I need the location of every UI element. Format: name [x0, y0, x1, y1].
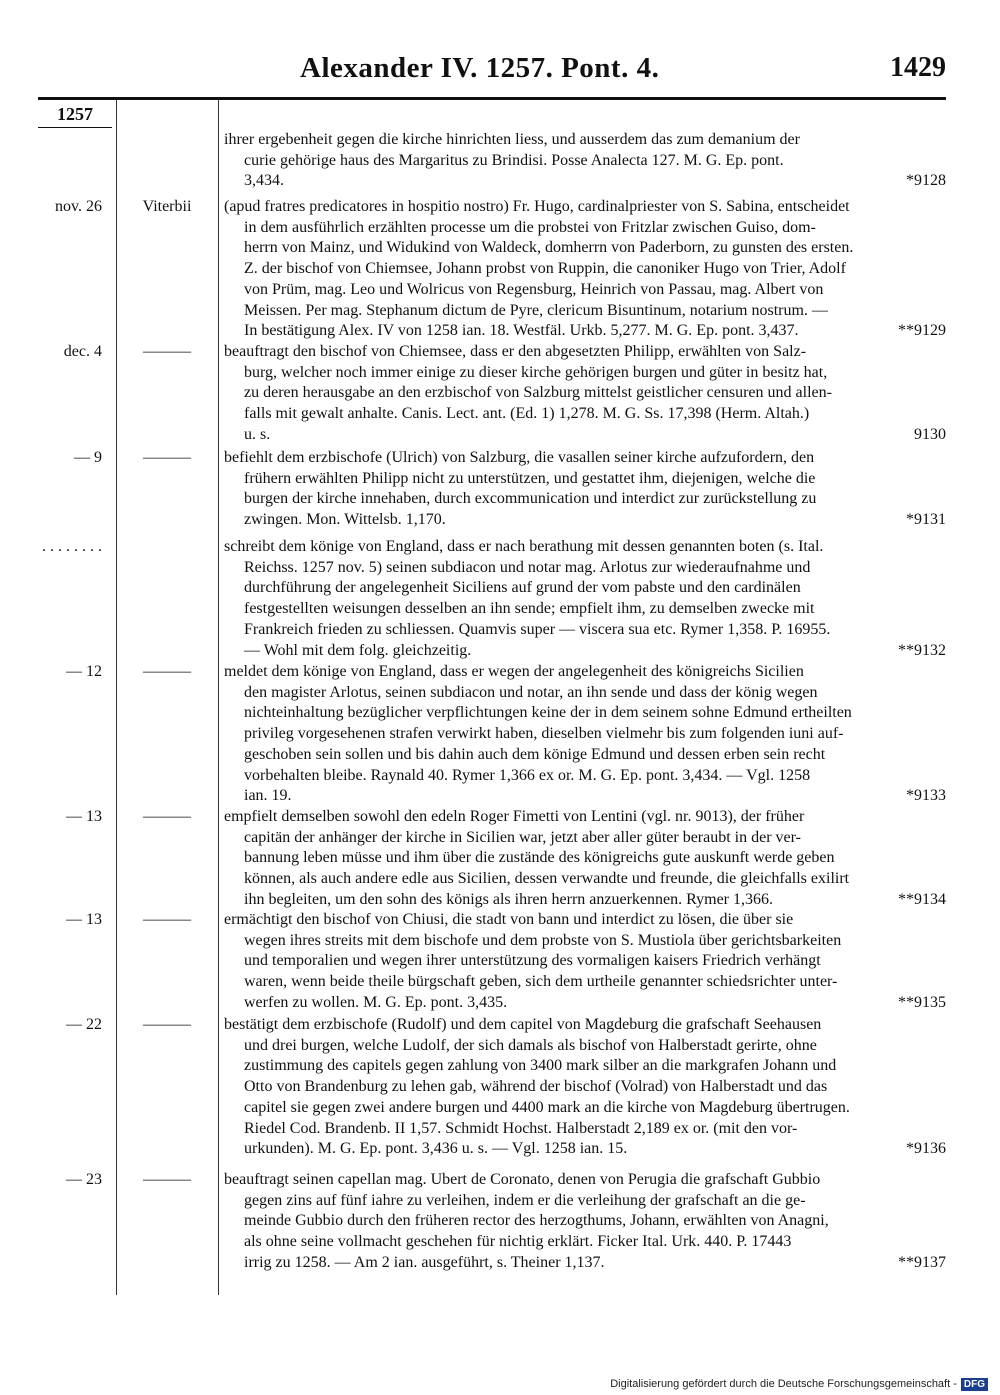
entry-date: — 13: [66, 808, 102, 825]
entry-line: [224, 890, 946, 911]
entry-line-text: falls mit gewalt anhalte. Canis. Lect. ant. (Ed. 1) 1,278. M. G. Ss. 17,398 (Herm. Altah.): [244, 405, 810, 423]
entry-line-text: ihrer ergebenheit gegen die kirche hinrichten liess, und ausserdem das zum demanium der: [224, 131, 800, 148]
entry-line-text: werfen zu wollen. M. G. Ep. pont. 3,435.: [244, 993, 508, 1011]
entry-line-text: ermächtigt den bischof von Chiusi, die stadt von bann und interdict zu lösen, die über sie: [224, 911, 794, 928]
entry-line: [224, 869, 946, 890]
entry-line: [224, 1015, 946, 1036]
entry-line-text: ian. 19.: [244, 787, 292, 805]
entry-line-text: meinde Gubbio durch den früheren rector des herzogthums, Johann, erwählten von Anagni,: [244, 1212, 829, 1230]
entry-line-text: von Prüm, mag. Leo und Wolricus von Regensburg, Heinrich von Passau, mag. Albert von: [244, 280, 824, 298]
entry-line: [224, 1036, 946, 1057]
entry-line-text: bestätigt dem erzbischofe (Rudolf) und dem capitel von Magdeburg die grafschaft Seehausen: [224, 1016, 822, 1033]
entry-place: ———: [143, 1171, 191, 1188]
entry-line-text: waren, wenn beide theile bürgschaft geben, sich dem urtheile genannter schiedsrichter unter-: [244, 973, 838, 991]
entry-line-text: empfielt demselben sowohl den edeln Roger Fimetti von Lentini (vgl. nr. 9013), der früher: [224, 808, 805, 825]
entry-line: [224, 342, 946, 363]
entry-text: [224, 448, 946, 531]
entry-number: **9129: [898, 322, 946, 340]
entry-line: [224, 931, 946, 952]
entry-line: [224, 425, 946, 446]
entry-line: [224, 130, 946, 151]
entry-line: [224, 993, 946, 1014]
entry-text: [224, 130, 946, 192]
entry-text: [224, 537, 946, 661]
entry-line: [224, 383, 946, 404]
entry-line: [224, 1191, 946, 1212]
entry-line-text: beauftragt den bischof von Chiemsee, dass er den abgesetzten Philipp, erwählten von Salz-: [224, 343, 807, 360]
entry-line: [224, 558, 946, 579]
entry-line: [224, 171, 946, 192]
entry-date: — 9: [74, 449, 102, 466]
entry-place: ———: [143, 808, 191, 825]
entry-line: [224, 280, 946, 301]
entry-number: **9137: [898, 1253, 946, 1271]
entry-line: [224, 321, 946, 342]
entry-line: [224, 404, 946, 425]
entry-line: [224, 469, 946, 490]
entry-line: [224, 662, 946, 683]
entry-line-text: — Wohl mit dem folg. gleichzeitig.: [244, 641, 472, 659]
entry-date: dec. 4: [63, 343, 102, 360]
entry-line-text: ihn begleiten, um den sohn des königs als ihren herrn anzuerkennen. Rymer 1,366.: [244, 890, 774, 908]
entry-line-text: beauftragt seinen capellan mag. Ubert de Coronato, denen von Perugia die grafschaft Gubbio: [224, 1171, 821, 1188]
entry-line: [224, 1139, 946, 1160]
entry-line: [224, 218, 946, 239]
entry-line-text: curie gehörige haus des Margaritus zu Brindisi. Posse Analecta 127. M. G. Ep. pont.: [244, 151, 784, 169]
entry-line-text: gegen zins auf fünf iahre zu verleihen, indem er die verleihung der grafschaft an die ge-: [244, 1191, 806, 1209]
entry-text: [224, 662, 946, 807]
entry-number: *9133: [906, 787, 946, 805]
entry-line: [224, 1211, 946, 1232]
entry-number: **9135: [898, 993, 946, 1011]
entry-line-text: meldet dem könige von England, dass er wegen der angelegenheit des königreichs Sicilien: [224, 663, 804, 680]
column-divider-date: [116, 100, 117, 1295]
entry-line: [224, 641, 946, 662]
entry-line: [224, 1098, 946, 1119]
entry-line-text: wegen ihres streits mit dem bischofe und dem probste von S. Mustiola über gerichtsbarkeiten: [244, 931, 842, 949]
entry-line: [224, 848, 946, 869]
entry-line: [224, 724, 946, 745]
footer-text: Digitalisierung gefördert durch die Deutsche Forschungsgemeinschaft -: [610, 1378, 957, 1390]
entry-place: ———: [143, 1016, 191, 1033]
entry-line-text: Z. der bischof von Chiemsee, Johann probst von Ruppin, die canoniker Hugo von Trier, Adolf: [244, 260, 846, 278]
entry-line: [224, 828, 946, 849]
entry-line-text: zwingen. Mon. Wittelsb. 1,170.: [244, 511, 446, 529]
entry-line: [224, 489, 946, 510]
entry-date: — 12: [66, 663, 102, 680]
entry-place: ———: [143, 663, 191, 680]
entry-line: [224, 197, 946, 218]
entry-place: ———: [143, 449, 191, 466]
entry-line: [224, 301, 946, 322]
entry-line-text: privileg vorgesehenen strafen verwirkt haben, dieselben vielmehr bis zum folgenden iuni auf-: [244, 725, 844, 743]
page-number: 1429: [890, 52, 946, 83]
entry-line-text: In bestätigung Alex. IV von 1258 ian. 18. Westfäl. Urkb. 5,277. M. G. Ep. pont. 3,437.: [244, 322, 799, 340]
entry-line-text: zu deren herausgabe an den erzbischof von Salzburg mittelst geistlicher censuren und allen-: [244, 384, 832, 402]
entry-line: [224, 363, 946, 384]
entry-line-text: zustimmung des capitels gegen zahlung von 3400 mark silber an die markgrafen Johann und: [244, 1057, 837, 1075]
entry-line: [224, 599, 946, 620]
entry-line: [224, 238, 946, 259]
entry-line-text: Riedel Cod. Brandenb. II 1,57. Schmidt Hochst. Halberstadt 2,189 ex or. (mit den vor-: [244, 1119, 798, 1137]
entry-line: [224, 448, 946, 469]
entry-place: ———: [143, 343, 191, 360]
entry-line: [224, 1077, 946, 1098]
entry-line-text: befiehlt dem erzbischofe (Ulrich) von Salzburg, die vasallen seiner kirche aufzufordern, den: [224, 449, 815, 466]
entry-place: ———: [143, 911, 191, 928]
entry-number: *9128: [906, 172, 946, 190]
entry-place: Viterbii: [142, 198, 192, 215]
entry-text: [224, 1015, 946, 1160]
entry-line: [224, 972, 946, 993]
entry-line-text: burg, welcher noch immer einige zu dieser kirche gehörigen burgen und güter in besitz hat,: [244, 363, 828, 381]
entry-line: [224, 1056, 946, 1077]
entry-line-text: Reichss. 1257 nov. 5) seinen subdiacon und notar mag. Arlotus zur wiederaufnahme und: [244, 558, 811, 576]
entry-line: [224, 910, 946, 931]
entry-line: [224, 807, 946, 828]
entry-date: — 23: [66, 1171, 102, 1188]
entry-line: [224, 703, 946, 724]
dfg-logo: DFG: [961, 1378, 988, 1391]
entry-line: [224, 151, 946, 172]
entry-line: [224, 1170, 946, 1191]
entry-line: [224, 578, 946, 599]
entry-line-text: (apud fratres predicatores in hospitio nostro) Fr. Hugo, cardinalpriester von S. Sabina, entscheidet: [224, 198, 850, 215]
entry-line-text: als ohne seine vollmacht geschehen für nichtig erklärt. Ficker Ital. Urk. 440. P. 17443: [244, 1233, 792, 1251]
entry-number: *9131: [906, 511, 946, 529]
entry-line-text: bannung leben müsse und ihm über die zustände des königreichs gute auskunft werde geben: [244, 849, 835, 867]
entry-line: [224, 1253, 946, 1274]
entry-number: 9130: [914, 425, 946, 443]
entry-number: **9134: [898, 890, 946, 908]
entry-line: [224, 683, 946, 704]
entry-line: [224, 1232, 946, 1253]
entry-text: [224, 1170, 946, 1274]
entry-line-text: geschoben sein sollen und bis dahin auch dem könige Edmund und dessen erben sein recht: [244, 745, 826, 763]
entry-line-text: irrig zu 1258. — Am 2 ian. ausgeführt, s. Theiner 1,137.: [244, 1253, 605, 1271]
entry-date: — 22: [66, 1016, 102, 1033]
entry-line: [224, 510, 946, 531]
footer-credit: [610, 1378, 988, 1391]
entry-line-text: capitän der anhänger der kirche in Sicilien war, jetzt aber aller güter beraubt in der ver-: [244, 828, 801, 846]
entry-line-text: durchführung der angelegenheit Siciliens auf grund der vom pabste und den cardinälen: [244, 579, 801, 597]
entry-date: — 13: [66, 911, 102, 928]
entry-line-text: urkunden). M. G. Ep. pont. 3,436 u. s. — Vgl. 1258 ian. 15.: [244, 1140, 628, 1158]
entry-line: [224, 951, 946, 972]
entry-line-text: Otto von Brandenburg zu lehen gab, während der bischof (Volrad) von Halberstadt und das: [244, 1078, 828, 1096]
page-title: Alexander IV. 1257. Pont. 4.: [300, 52, 660, 84]
entry-line: [224, 537, 946, 558]
entry-line-text: schreibt dem könige von England, dass er nach berathung mit dessen genannten boten (s. Ital.: [224, 538, 824, 555]
entry-line: [224, 745, 946, 766]
entry-line-text: u. s.: [244, 425, 271, 443]
header-rule: [38, 97, 946, 100]
year-label: 1257: [38, 101, 112, 128]
entry-line-text: capitel sie gegen zwei andere burgen und 4400 mark an die kirche von Magdeburg übertrugen.: [244, 1098, 850, 1116]
page-header: [0, 52, 1000, 92]
entry-line-text: vorbehalten bleibe. Raynald 40. Rymer 1,366 ex or. M. G. Ep. pont. 3,434. — Vgl. 1258: [244, 766, 811, 784]
entry-line: [224, 620, 946, 641]
entry-date: . . . . . . . .: [42, 538, 102, 555]
entry-line-text: Meissen. Per mag. Stephanum dictum de Pyre, clericum Bisuntinum, notarium nostrum. —: [244, 301, 828, 319]
entry-line: [224, 1119, 946, 1140]
entry-line-text: in dem ausführlich erzählten processe um die probstei von Fritzlar zwischen Guiso, dom-: [244, 218, 816, 236]
entry-date: nov. 26: [55, 198, 102, 215]
entry-text: [224, 342, 946, 446]
entry-line-text: nichteinhaltung bezüglicher verpflichtungen keine der in dem seinem sohne Edmund ertheilten: [244, 704, 852, 722]
entry-line-text: den magister Arlotus, seinen subdiacon und notar, an ihn sende und dass der könig wegen: [244, 683, 818, 701]
entry-line-text: können, als auch andere edle aus Sicilien, dessen verwandte und freunde, die gleichfalls exilirt: [244, 870, 850, 888]
entry-text: [224, 910, 946, 1014]
entry-line: [224, 259, 946, 280]
entry-number: *9136: [906, 1140, 946, 1158]
entry-line-text: burgen der kirche innehaben, durch excommunication und interdict zur zurückstellung zu: [244, 490, 817, 508]
entry-line-text: festgestellten weisungen desselben an ihn sende; empfielt ihm, zu demselben zwecke mit: [244, 600, 815, 618]
entry-text: [224, 197, 946, 342]
entry-line: [224, 786, 946, 807]
entry-line-text: und temporalien und wegen ihrer unterstützung des vormaligen kaisers Friedrich verhängt: [244, 952, 821, 970]
entry-text: [224, 807, 946, 911]
entry-line-text: und drei burgen, welche Ludolf, der sich damals als bischof von Halberstadt gerirte, ohne: [244, 1036, 817, 1054]
entry-line-text: Frankreich frieden zu schliessen. Quamvis super — viscera sua etc. Rymer 1,358. P. 16955.: [244, 620, 831, 638]
entry-line-text: 3,434.: [244, 172, 284, 190]
column-divider-place: [218, 100, 219, 1295]
entry-number: **9132: [898, 641, 946, 659]
entry-line-text: frühern erwählten Philipp nicht zu unterstützen, und gestattet ihm, diejenigen, welche die: [244, 469, 816, 487]
entry-line: [224, 766, 946, 787]
entry-line-text: herrn von Mainz, und Widukind von Waldeck, domherrn von Paderborn, zu gunsten des ersten.: [244, 239, 854, 257]
